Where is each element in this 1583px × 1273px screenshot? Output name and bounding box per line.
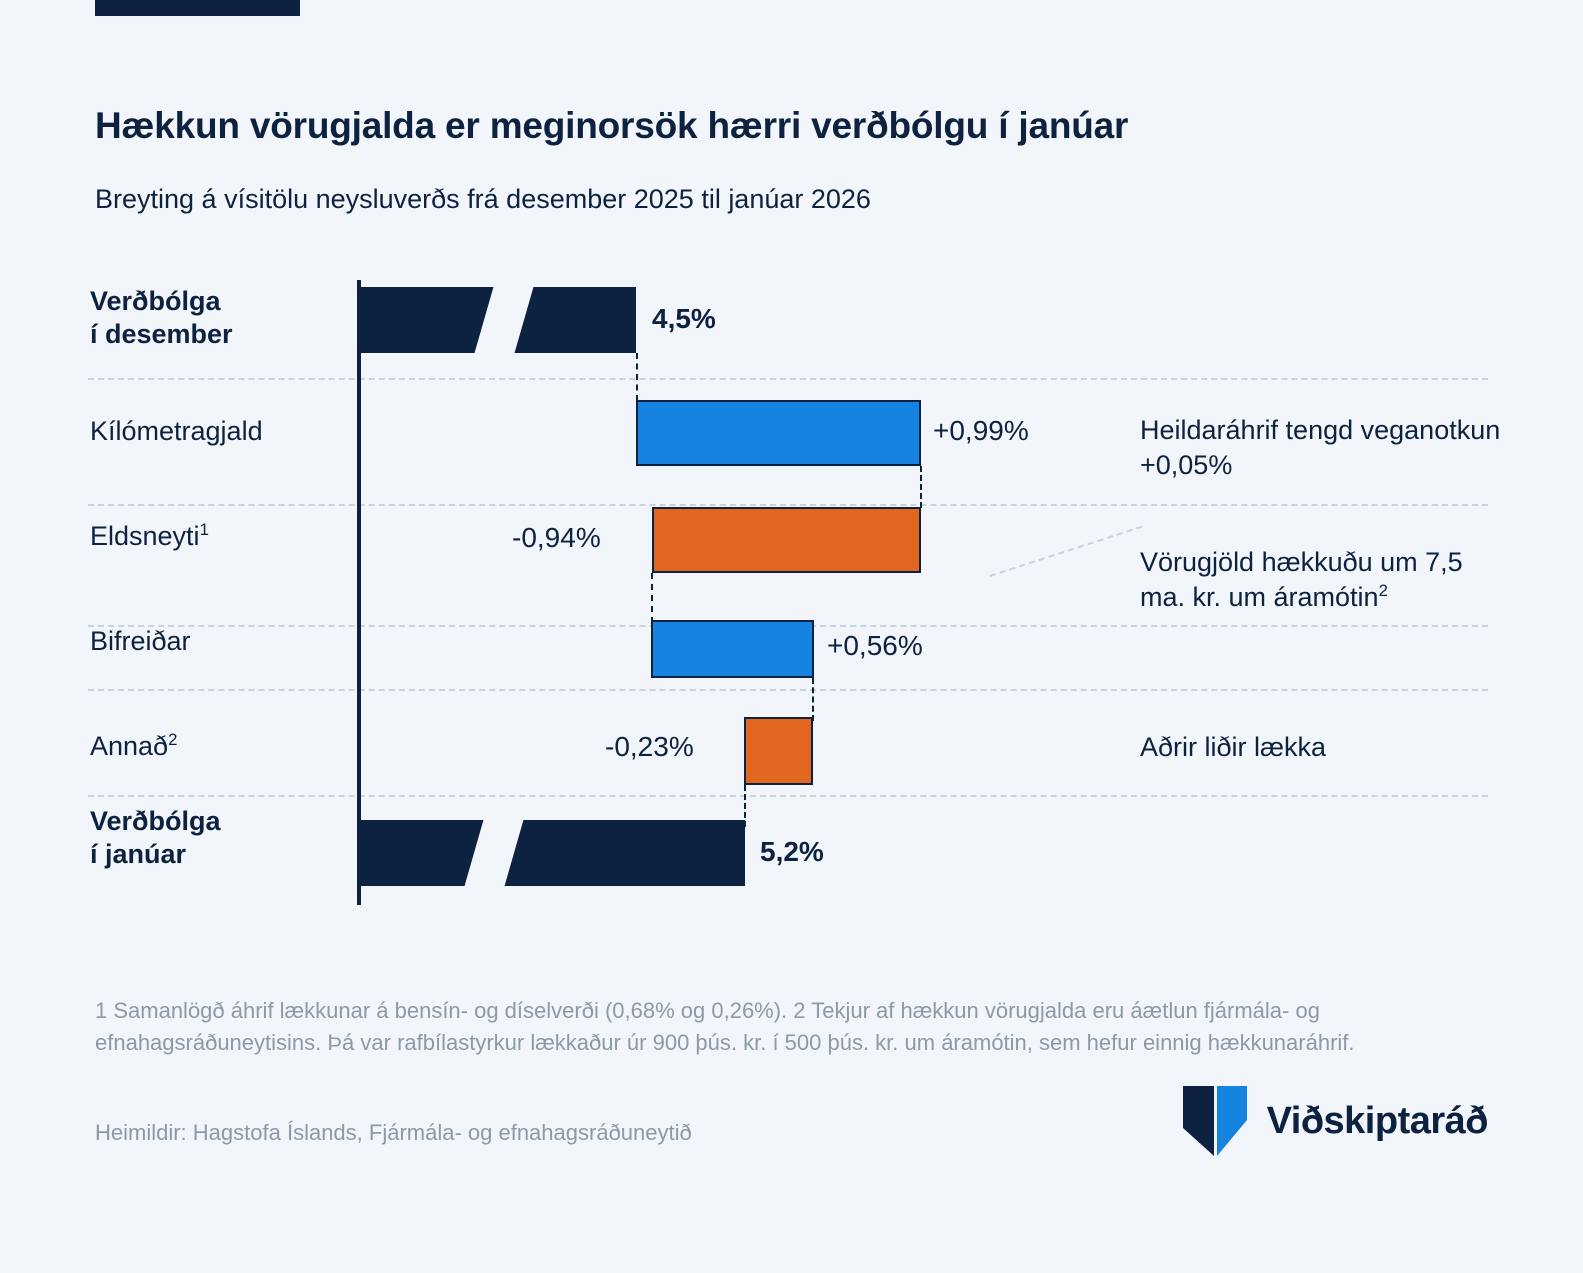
row-label-line2: í janúar — [90, 838, 187, 869]
annotation-leader-line — [990, 526, 1143, 577]
logo-text: Viðskiptaráð — [1266, 1099, 1488, 1142]
row-label-line2: í desember — [90, 318, 233, 349]
connector-1 — [920, 466, 922, 508]
value-kilometragjald: +0,99% — [933, 415, 1029, 446]
row-label-kilometragjald: Kílómetragjald — [90, 416, 263, 446]
gridline — [88, 795, 1488, 797]
page-title: Hækkun vörugjalda er meginorsök hærri verðbólgu í janúar — [95, 104, 1129, 146]
row-label-verdbolga-desember — [90, 285, 233, 351]
annotation-adrir-lidir: Aðrir liðir lækka — [1140, 732, 1327, 762]
annotation-vorugjold — [1140, 545, 1490, 615]
bar-eldsneyti — [652, 507, 921, 573]
value-eldsneyti: -0,94% — [512, 522, 601, 553]
row-label-annad — [90, 730, 177, 763]
vidskiptarad-logo-icon — [1175, 1080, 1253, 1162]
connector-2 — [651, 573, 653, 623]
connector-0 — [636, 353, 638, 401]
footnote-marker: 1 — [199, 520, 209, 539]
footnote-text: 1 Samanlögð áhrif lækkunar á bensín- og díselverði (0,68% og 0,26%). 2 Tekjur af hækkun vörugjalda eru áætlun fjármála- og efnahagsráðuneytisins. Þá var rafbílastyrkur lækkaður úr 900 þús. kr. í 500 þús. kr. um áramótin, sem hefur einnig hækkunaráhrif. — [95, 998, 1355, 1055]
row-label-eldsneyti — [90, 520, 209, 553]
waterfall-chart — [0, 265, 1583, 915]
value-verdbolga-januar: 5,2% — [760, 836, 824, 867]
value-annad: -0,23% — [605, 731, 694, 762]
row-label-line1: Verðbólga — [90, 806, 221, 836]
footnote-marker: 2 — [168, 730, 178, 749]
bar-verdbolga-januar — [359, 820, 745, 886]
row-label-verdbolga-januar — [90, 805, 221, 871]
gridline — [88, 504, 1488, 506]
source-text: Heimildir: Hagstofa Íslands, Fjármála- og efnahagsráðuneytið — [95, 1120, 692, 1145]
value-verdbolga-desember: 4,5% — [652, 303, 716, 334]
gridline — [88, 689, 1488, 691]
annotation-veganotkun: Heildaráhrif tengd veganotkun +0,05% — [1140, 415, 1501, 481]
row-label-line1: Verðbólga — [90, 286, 221, 316]
top-accent-bar — [95, 0, 300, 16]
row-label-bifreidar: Bifreiðar — [90, 626, 191, 656]
gridline — [88, 378, 1488, 380]
footnote-marker: 2 — [1378, 581, 1388, 601]
value-bifreidar: +0,56% — [827, 630, 923, 661]
row-label-text: Annað — [90, 731, 169, 761]
chart-axis — [357, 280, 361, 905]
bar-annad — [744, 717, 813, 785]
connector-3 — [812, 678, 814, 721]
bar-kilometragjald — [636, 400, 921, 466]
page-subtitle: Breyting á vísitölu neysluverðs frá desember 2025 til janúar 2026 — [95, 184, 871, 214]
brand-logo — [1175, 1080, 1488, 1162]
row-label-text: Eldsneyti — [90, 521, 200, 551]
bar-bifreidar — [651, 620, 814, 678]
annotation-text: Vörugjöld hækkuðu um 7,5 ma. kr. um áramótin — [1140, 547, 1463, 613]
